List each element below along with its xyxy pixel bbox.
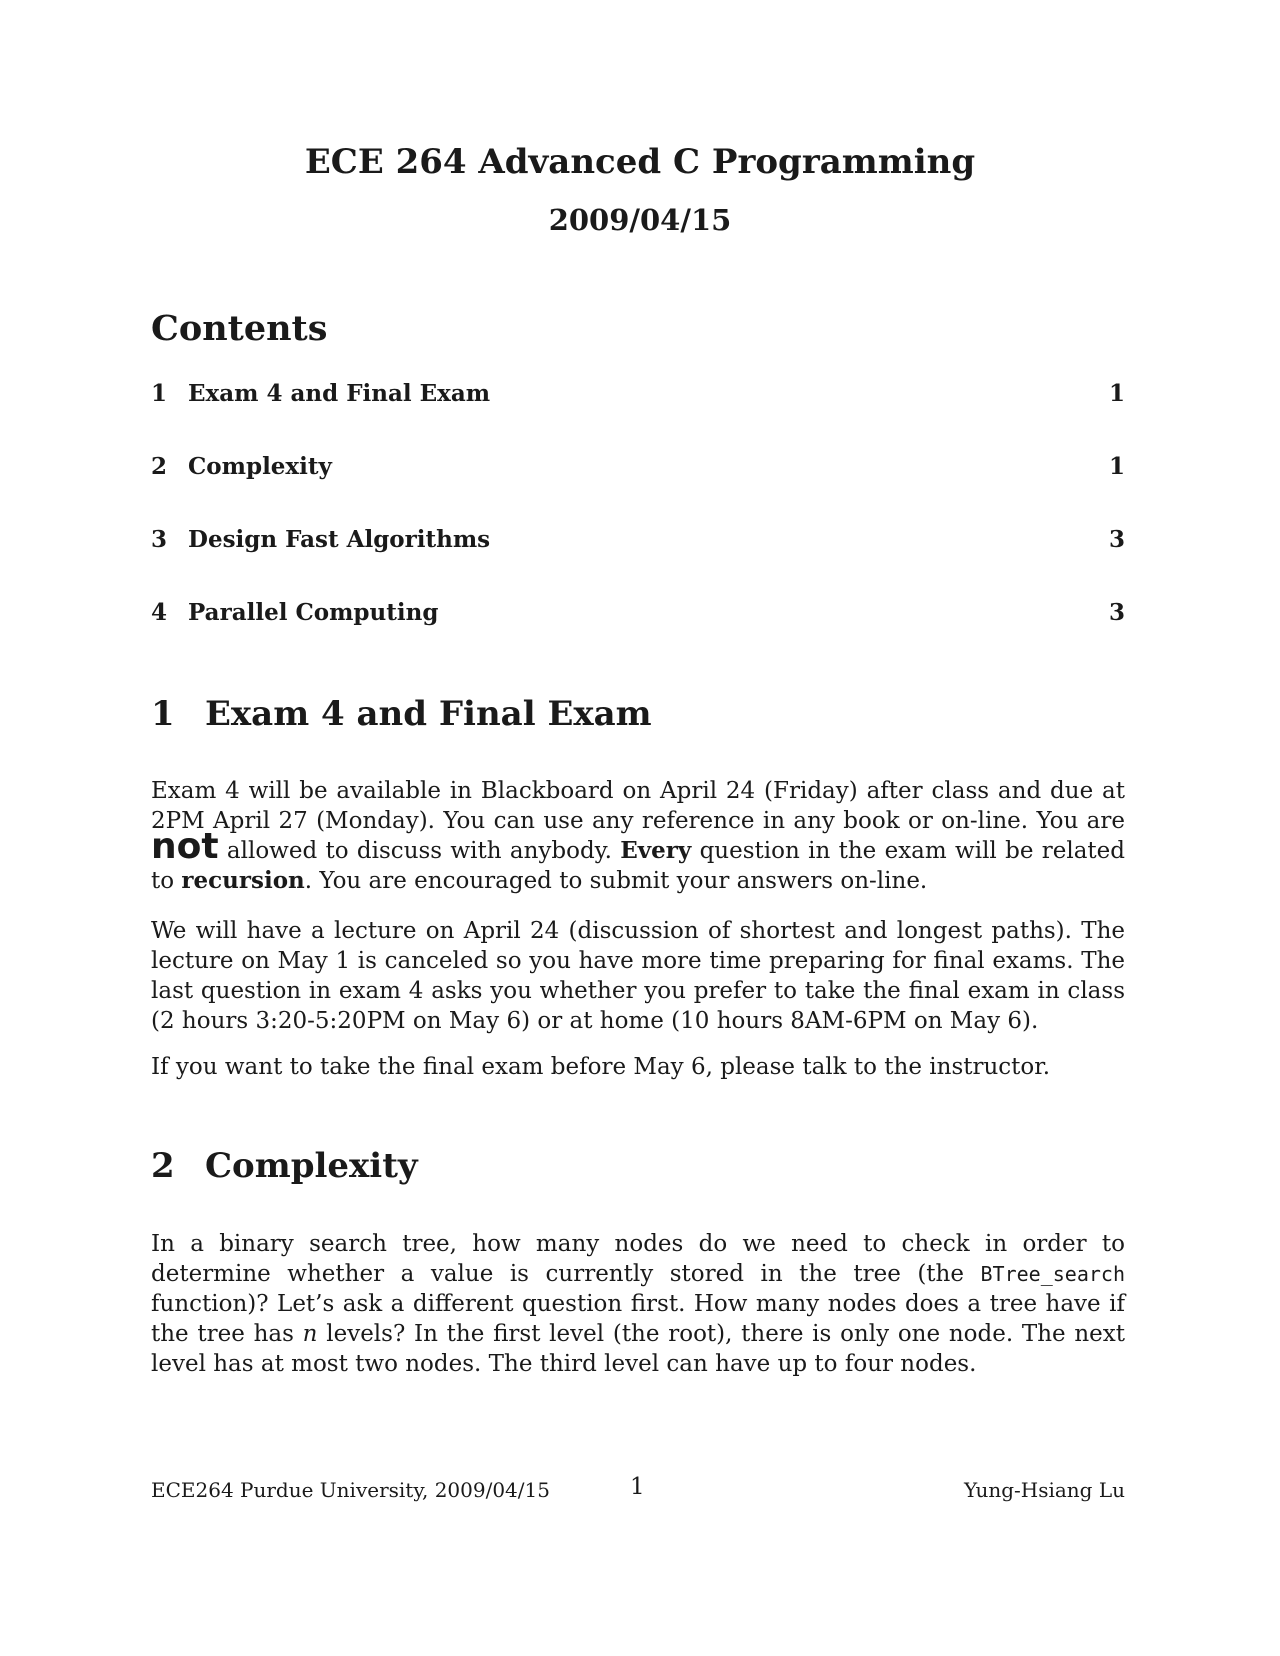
- document-title: ECE 264 Advanced C Programming: [304, 142, 976, 182]
- emphasis-not: not: [151, 826, 219, 867]
- toc-entry-page[interactable]: 3: [1108, 599, 1125, 626]
- footer-left: ECE264 Purdue University, 2009/04/15: [151, 1478, 550, 1502]
- toc-entry-page[interactable]: 1: [1108, 380, 1125, 407]
- section-title: Exam 4 and Final Exam: [205, 694, 652, 734]
- paragraph: [151, 776, 1125, 896]
- toc-entry-label[interactable]: Design Fast Algorithms: [188, 526, 491, 553]
- math-variable: n: [302, 1321, 318, 1347]
- section-number: 1: [151, 694, 175, 734]
- toc-entry-label[interactable]: Exam 4 and Final Exam: [188, 380, 491, 407]
- section-title: Complexity: [205, 1146, 418, 1186]
- toc-entry-number: 3: [151, 526, 168, 553]
- text-run: allowed to discuss with anybody.: [218, 838, 621, 864]
- emphasis-recursion: recursion: [181, 867, 305, 894]
- section-heading: [151, 692, 652, 736]
- toc-entry-label[interactable]: Complexity: [188, 453, 332, 480]
- emphasis-every: Every: [620, 837, 692, 864]
- contents-heading: Contents: [151, 308, 328, 349]
- code-function-name: BTree_search: [980, 1262, 1125, 1286]
- toc-entry-number: 1: [151, 380, 168, 407]
- paragraph: If you want to take the final exam before May 6, please talk to the instructor.: [151, 1054, 1051, 1080]
- paragraph: We will have a lecture on April 24 (discussion of shortest and longest paths). The lecture on May 1 is canceled so you have more time preparing for final exams. The last question in exam 4 asks you whether you prefer to take the final exam in class (2 hours 3:20-5:20PM on May 6) or at home (10 hours 8AM-6PM on May 6).: [151, 918, 1125, 1034]
- toc-entry-number: 2: [151, 453, 168, 480]
- footer-page-number: 1: [630, 1474, 645, 1500]
- toc-entry-page[interactable]: 1: [1108, 453, 1125, 480]
- section-heading: [151, 1144, 418, 1188]
- text-run: Exam 4 will be available in Blackboard on April 24 (Friday) after class and due at 2PM April 27 (Monday). You can use any reference in any book or on-line. You are: [151, 778, 1125, 834]
- footer-author: Yung-Hsiang Lu: [963, 1478, 1125, 1502]
- text-run: question in the exam will be related to: [151, 838, 1126, 894]
- toc-entry-page[interactable]: 3: [1108, 526, 1125, 553]
- toc-entry-label[interactable]: Parallel Computing: [188, 599, 439, 626]
- text-run: levels? In the first level (the root), there is only one node. The next level has at most two nodes. The third level can have up to four nodes.: [151, 1321, 1126, 1377]
- paragraph: [151, 1229, 1125, 1379]
- text-run: . You are encouraged to submit your answers on-line.: [304, 868, 928, 894]
- section-number: 2: [151, 1146, 175, 1186]
- text-run: function)? Let’s ask a different question first. How many nodes does a tree have if the tree has: [151, 1291, 1125, 1347]
- text-run: In a binary search tree, how many nodes do we need to check in order to determine whether a value is currently stored in the tree (the: [151, 1231, 1125, 1287]
- toc-entry-number: 4: [151, 599, 168, 626]
- document-date: 2009/04/15: [548, 203, 732, 237]
